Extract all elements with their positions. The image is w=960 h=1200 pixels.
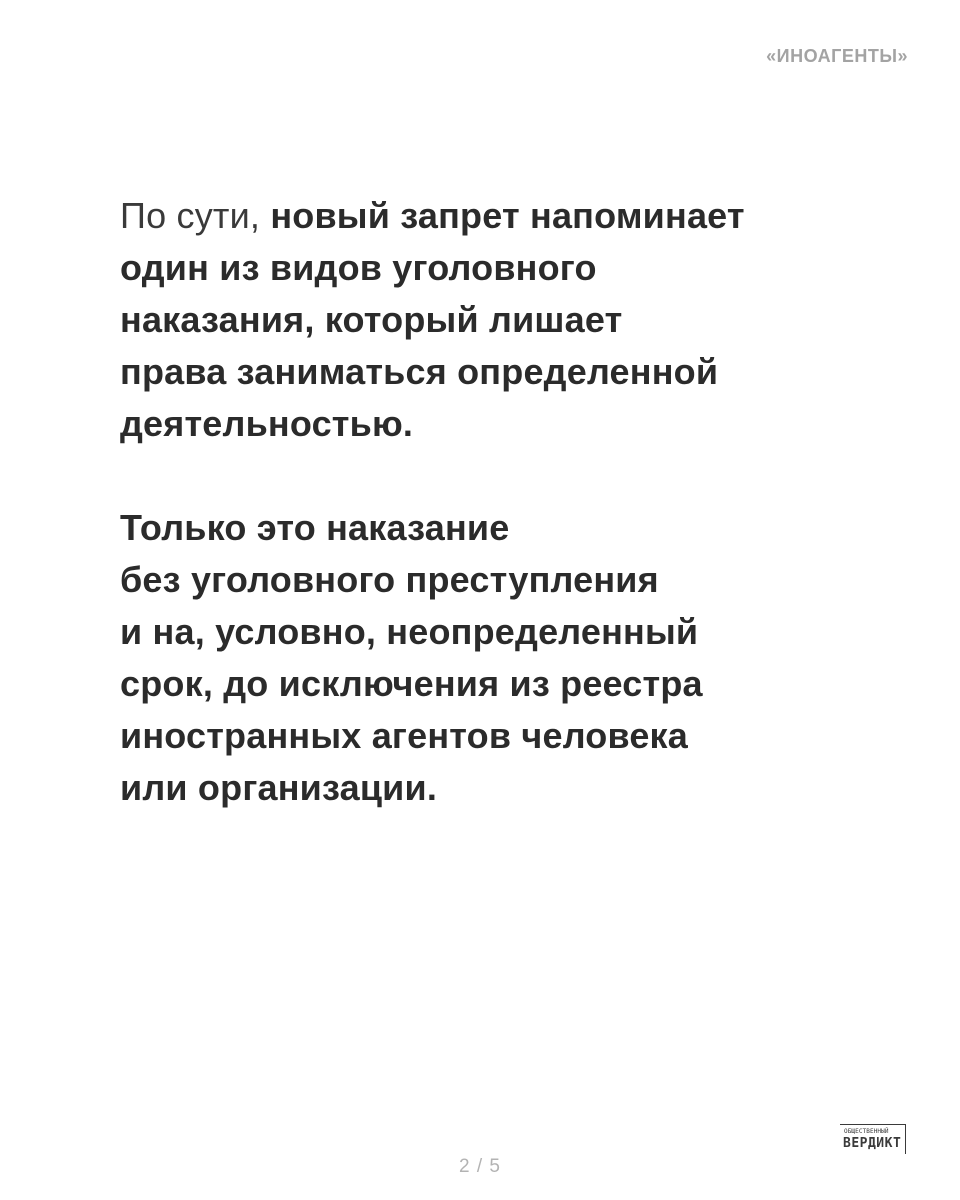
paragraph-1-line-1-bold: новый запрет напоминает [270,195,745,236]
paragraph-2-line-3: и на, условно, неопределенный [120,611,699,652]
paragraph-1 [120,190,840,450]
logo-top-text: ОБЩЕСТВЕННЫЙ [844,1128,889,1135]
paragraph-2-line-1: Только это наказание [120,507,510,548]
paragraph-1-line-5: деятельностью. [120,403,414,444]
paragraph-1-intro: По сути, [120,195,271,236]
paragraph-2-line-2: без уголовного преступления [120,559,659,600]
paragraph-1-line-2: один из видов уголовного [120,247,597,288]
paragraph-2-line-6: или организации. [120,767,438,808]
section-tag: «ИНОАГЕНТЫ» [766,46,908,66]
paragraph-2-line-5: иностранных агентов человека [120,715,688,756]
main-text [120,190,840,814]
page-indicator: 2 / 5 [459,1156,501,1177]
paragraph-1-line-3: наказания, который лишает [120,299,623,340]
brand-logo [840,1124,906,1154]
logo-bottom-text: ВЕРДИКТ [843,1136,902,1151]
paragraph-1-line-1 [120,190,840,242]
paragraph-1-line-4: права заниматься определенной [120,351,719,392]
paragraph-2-line-4: срок, до исключения из реестра [120,663,703,704]
paragraph-2 [120,502,840,814]
